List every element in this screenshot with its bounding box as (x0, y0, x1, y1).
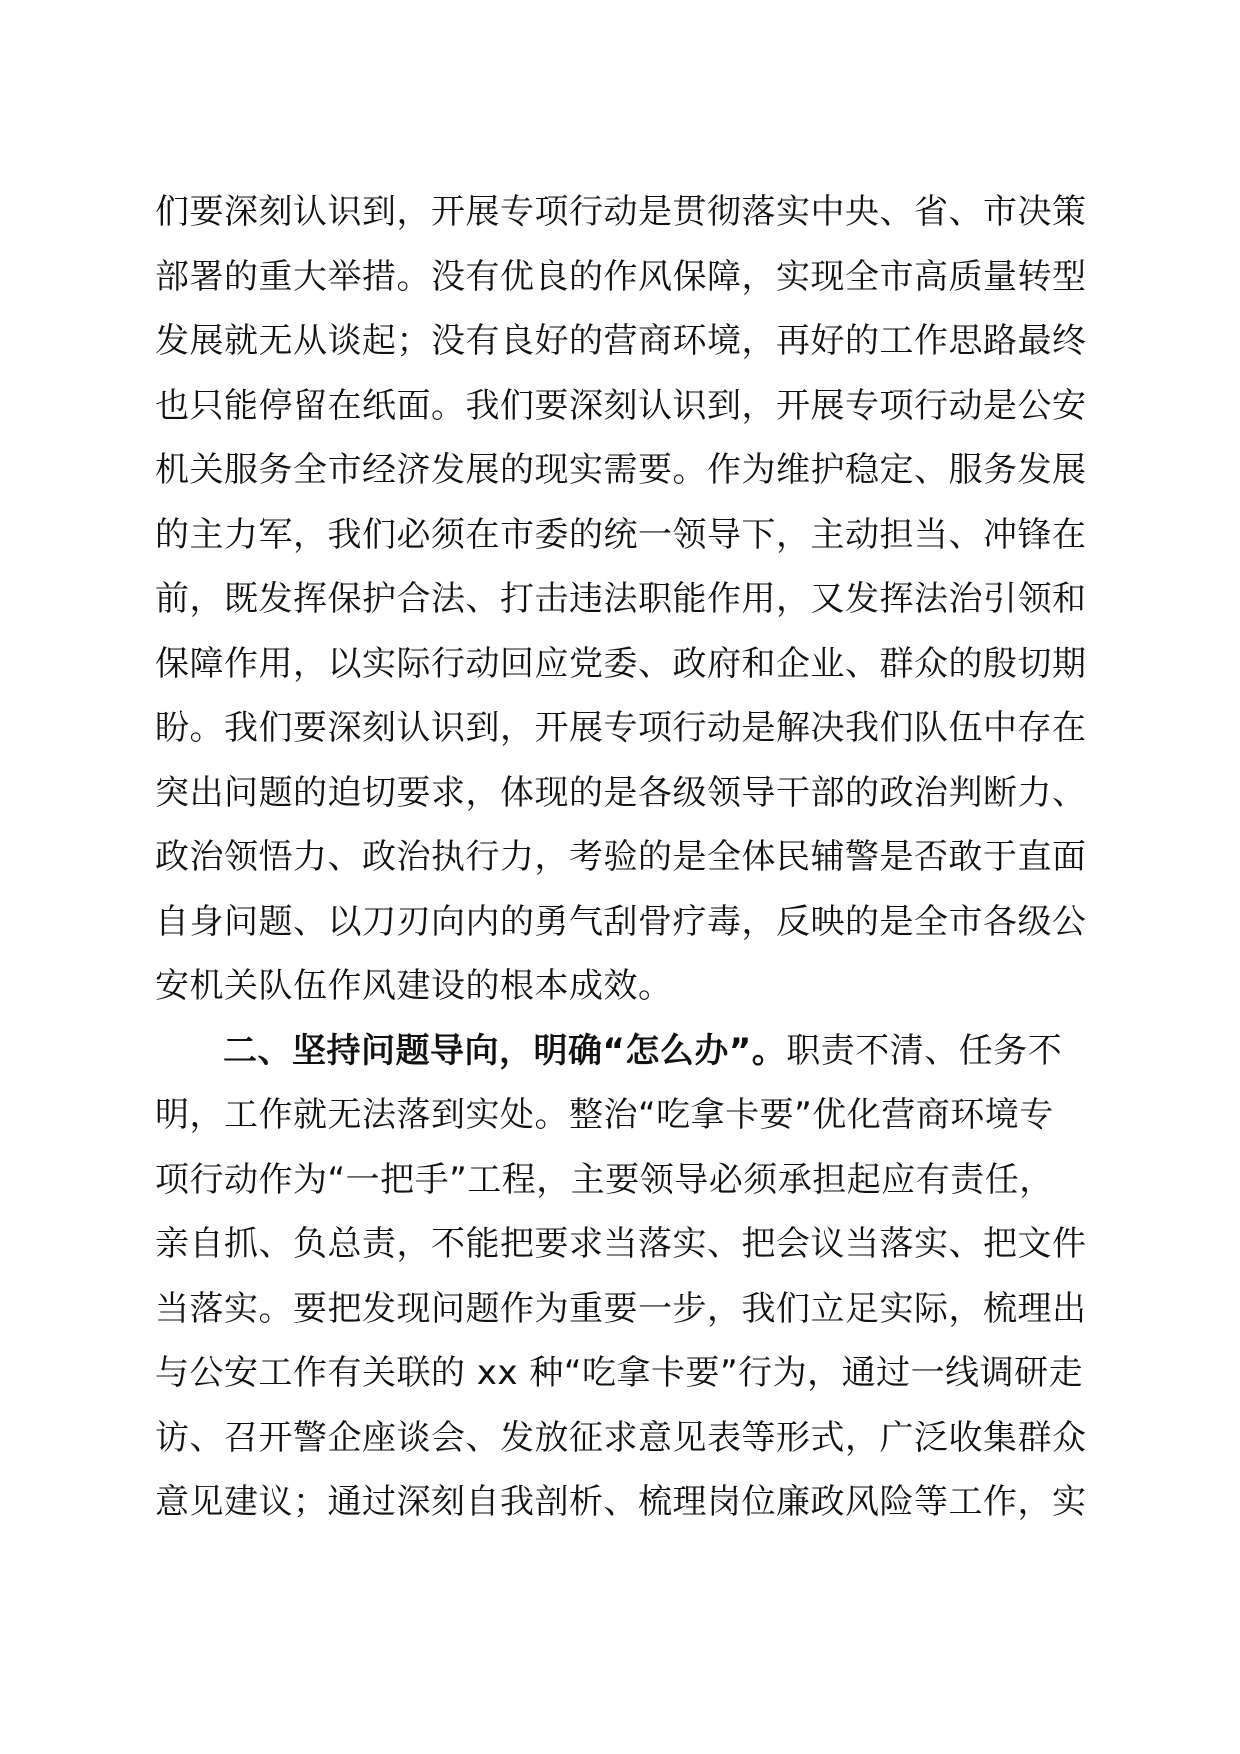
text-line: 前，既发挥保护合法、打击违法职能作用，又发挥法治引领和 (155, 579, 1087, 619)
text-line: 的主力军，我们必须在市委的统一领导下，主动担当、冲锋在 (155, 514, 1087, 555)
text-line: 意见建议；通过深刻自我剖析、梳理岗位廉政风险等工作，实 (155, 1482, 1087, 1522)
text-line: 盼。我们要深刻认识到，开展专项行动是解决我们队伍中存在 (155, 708, 1087, 748)
text-line: 与公安工作有关联的 xx 种“吃拿卡要”行为，通过一线调研走 (155, 1353, 1084, 1393)
text-line: 突出问题的迫切要求，体现的是各级领导干部的政治判断力、 (155, 772, 1087, 813)
text-line: 当落实。要把发现问题作为重要一步，我们立足实际，梳理出 (155, 1288, 1087, 1329)
text-line: 项行动作为“一把手”工程，主要领导必须承担起应有责任， (155, 1159, 1054, 1200)
text-line: 亲自抓、负总责，不能把要求当落实、把会议当落实、把文件 (155, 1224, 1087, 1264)
text-line: 访、召开警企座谈会、发放征求意见表等形式，广泛收集群众 (155, 1417, 1087, 1458)
document-body (155, 180, 1085, 1535)
text-line: 机关服务全市经济发展的现实需要。作为维护稳定、服务发展 (155, 450, 1087, 490)
text-line-first (155, 1019, 1085, 1084)
text-line: 也只能停留在纸面。我们要深刻认识到，开展专项行动是公安 (155, 385, 1087, 426)
text-line: 自身问题、以刀刃向内的勇气刮骨疗毒，反映的是全市各级公 (155, 901, 1087, 942)
paragraph-1 (155, 180, 1085, 1019)
text-line: 政治领悟力、政治执行力，考验的是全体民辅警是否敢于直面 (155, 837, 1087, 877)
text-line: 部署的重大举措。没有优良的作风保障，实现全市高质量转型 (155, 256, 1087, 297)
text-line: 安机关队伍作风建设的根本成效。 (155, 966, 673, 1006)
paragraph-2 (155, 1019, 1085, 1535)
section-heading: 二、坚持问题导向，明确“怎么办”。 (223, 1030, 787, 1071)
text-line: 们要深刻认识到，开展专项行动是贯彻落实中央、省、市决策 (155, 192, 1087, 232)
text-line: 明，工作就无法落到实处。整治“吃拿卡要”优化营商环境专 (155, 1095, 1054, 1135)
text-line: 保障作用，以实际行动回应党委、政府和企业、群众的殷切期 (155, 643, 1087, 684)
text-line: 发展就无从谈起；没有良好的营商环境，再好的工作思路最终 (155, 321, 1087, 361)
text-line-rest: 职责不清、任务不 (786, 1030, 1063, 1071)
